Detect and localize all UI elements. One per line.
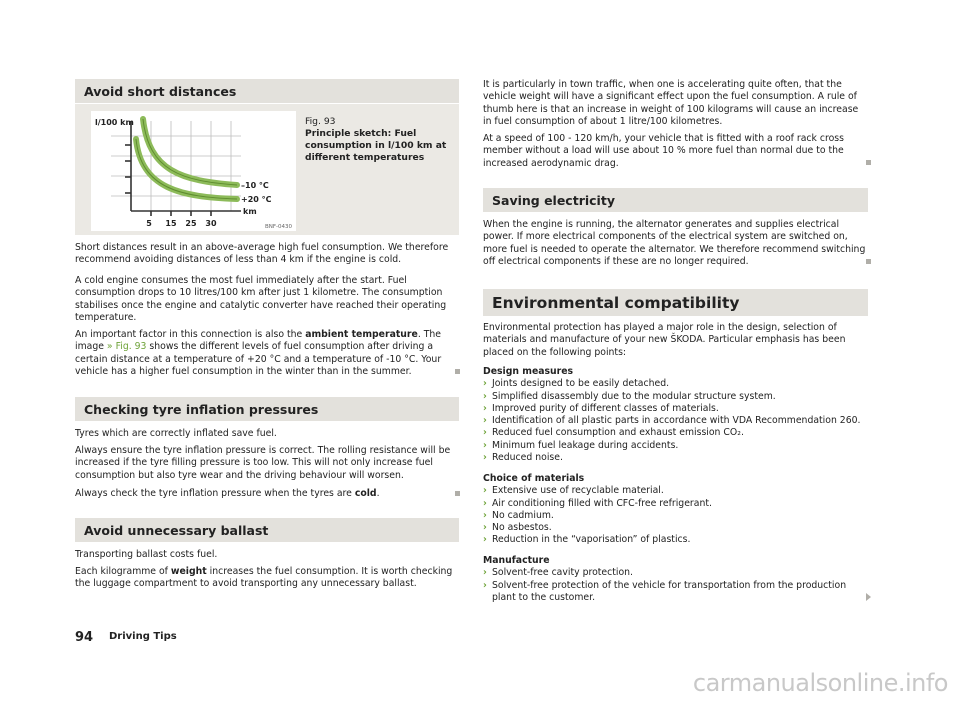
paragraph-cold-engine: A cold engine consumes the most fuel immediately after the start. Fuel consumption drops to 10 litres/100 km after just 1 kilometre. The consumption stabilises once the engine and catalytic converter have reached their operating temperature. [75,275,447,323]
paragraph-weight: Each kilogramme of weight increases the fuel consumption. It is worth checking the luggage compartment to avoid transporting any unnecessary ballast. [75,566,453,590]
list-item: › Joints designed to be easily detached. [483,378,670,390]
paragraph-short-distances: Short distances result in an above-average high fuel consumption. We therefore recommend avoiding distances of less than 4 km if the engine is cold. [75,242,449,266]
materials-heading: Choice of materials [483,473,585,484]
list-item-continuation: plant to the customer. [492,591,596,603]
curve-minus-10 [143,119,237,185]
watermark: carmanualsonline.info [692,669,948,697]
label-minus-10: –10 °C [241,181,269,190]
list-item: › Reduced noise. [483,452,563,464]
tick-25: 25 [185,219,197,228]
figure-title: Principle sketch: Fuel consumption in l/100 km at different temperatures [305,128,447,163]
tick-30: 30 [205,219,217,228]
paragraph-town-traffic: It is particularly in town traffic, when one is accelerating quite often, that the vehicle weight will have a significant effect upon the fuel consumption. A rule of thumb here is that an increase in weight of 100 kilograms will cause an increase in fuel consumption of about 1 litre/100 kilometres. [483,79,859,127]
list-item: › Extensive use of recyclable material. [483,485,664,497]
end-marker [455,491,460,496]
list-item: › Minimum fuel leakage during accidents. [483,439,679,451]
figure-number: Fig. 93 [305,116,336,127]
label-plus-20: +20 °C [241,195,272,204]
fuel-consumption-sketch [91,111,296,231]
list-item: › Reduction in the “vaporisation” of plastics. [483,534,691,546]
fuel-consumption-chart [91,111,296,231]
list-item: › Reduced fuel consumption and exhaust emission CO₂. [483,427,744,439]
design-measures-list [483,366,868,464]
choice-of-materials-list [483,473,868,547]
end-marker [455,369,460,374]
list-item: › Simplified disassembly due to the modular structure system. [483,390,776,402]
paragraph-roof-rack: At a speed of 100 - 120 km/h, your vehicle that is fitted with a roof rack cross member without a load will use about 10 % more fuel than normal due to the increased aerodynamic drag. [483,133,844,169]
paragraph-rolling-resistance: Always ensure the tyre inflation pressure is correct. The rolling resistance will be increased if the tyre filling pressure is too low. This will not only increase fuel consumption but also tyre wear and the driving behaviour will worsen. [75,445,451,481]
paragraph-check-cold: Always check the tyre inflation pressure when the tyres are cold. [75,488,380,499]
tick-5: 5 [146,219,152,228]
design-measures-heading: Design measures [483,366,574,377]
heading-saving-electricity: Saving electricity [483,188,868,212]
heading-environmental-compatibility: Environmental compatibility [483,289,868,316]
list-item: › No cadmium. [483,509,554,521]
page-number: 94 [75,630,94,645]
end-marker [866,259,871,264]
end-marker [866,160,871,165]
paragraph-environment: Environmental protection has played a major role in the design, selection of materials and manufacture of your new ŠKODA. Particular emphasis has been placed on the following points: [483,322,846,358]
paragraph-alternator: When the engine is running, the alternator generates and supplies electrical power. If more electrical components of the electrical system are switched on, more fuel is needed to operate the alternator. We therefore recommend switching off electrical components if these are no longer required. [483,219,866,267]
paragraph-ballast-costs: Transporting ballast costs fuel. [75,549,218,560]
figure-code: BNF-0430 [264,224,292,230]
figure-93 [75,104,459,235]
manufacture-list [483,555,868,604]
x-axis-label: km [243,207,257,216]
list-item: › Air conditioning filled with CFC-free refrigerant. [483,497,712,509]
manufacture-heading: Manufacture [483,555,550,566]
list-item: › Solvent-free protection of the vehicle for transportation from the production [483,579,847,591]
list-item: › Solvent-free cavity protection. [483,567,634,579]
figure-caption [305,116,455,164]
paragraph-tyres-save-fuel: Tyres which are correctly inflated save fuel. [75,428,277,439]
fig-93-link[interactable]: » Fig. 93 [106,341,147,353]
y-axis-label: l/100 km [95,118,134,127]
list-item: › No asbestos. [483,522,552,534]
heading-avoid-short-distances: Avoid short distances [75,79,459,103]
tick-15: 15 [165,219,177,228]
paragraph-ambient-temperature: An important factor in this connection is also the ambient temperature. The image » Fig. 93 shows the different levels of fuel consumption after driving a certain distance at a temperature of +20 °C and a temperature of -10 °C. Your vehicle has a higher fuel consumption in the winter than in the summer. [75,329,442,377]
section-name: Driving Tips [109,631,177,642]
list-item: › Identification of all plastic parts in accordance with VDA Recommendation 260. [483,415,861,427]
heading-tyre-pressures: Checking tyre inflation pressures [75,397,459,421]
continue-arrow-icon [866,593,871,601]
heading-unnecessary-ballast: Avoid unnecessary ballast [75,518,459,542]
list-item: › Improved purity of different classes of materials. [483,402,719,414]
